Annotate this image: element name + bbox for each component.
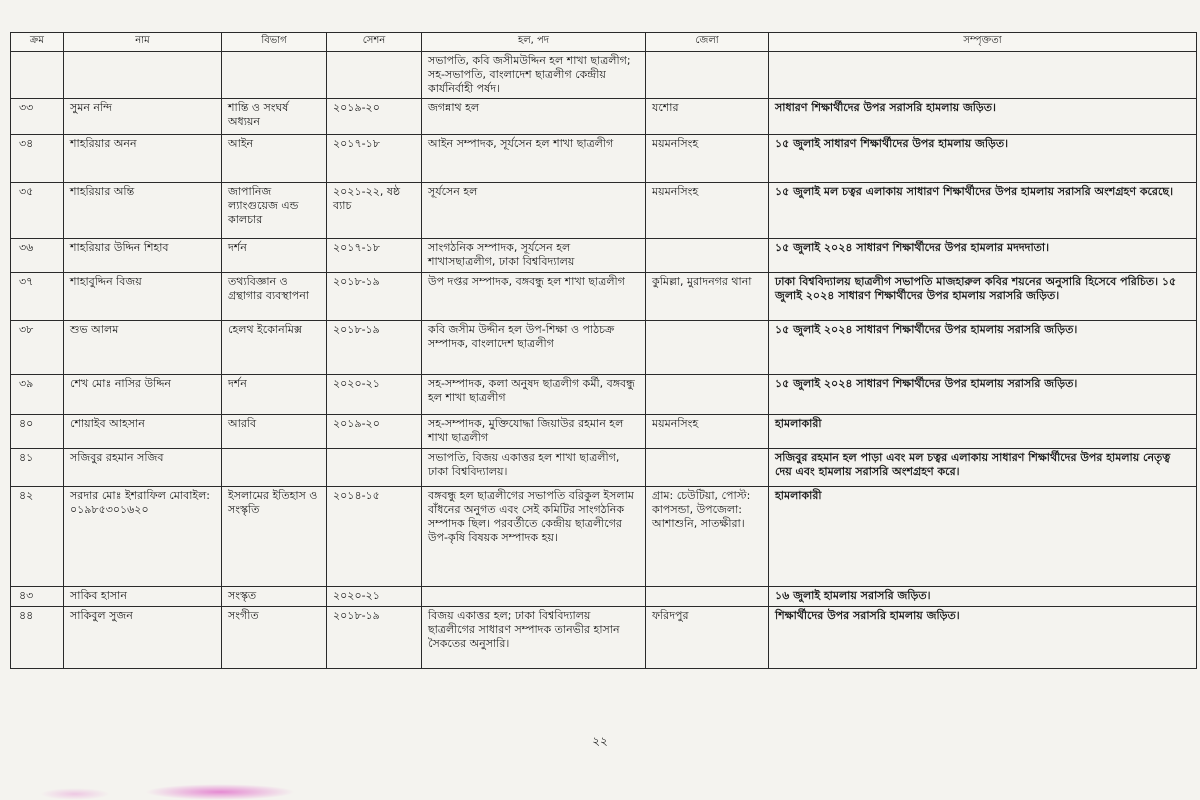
- cell-name: সজিবুর রহমান সজিব: [64, 449, 222, 487]
- cell-involvement: ১৫ জুলাই মল চত্বর এলাকায় সাধারণ শিক্ষার্থীদের উপর হামলায় সরাসরি অংশগ্রহণ করেছে।: [769, 183, 1197, 239]
- cell-district: [646, 239, 769, 273]
- cell-department: হেলথ ইকোনমিক্স: [222, 321, 327, 375]
- table-row: [11, 99, 1197, 135]
- cell-name: সাকিব হাসান: [64, 587, 222, 607]
- cell-hall-post: [422, 587, 646, 607]
- col-header-district: জেলা: [646, 33, 769, 52]
- accused-list-table: [10, 32, 1197, 669]
- table-row: [11, 607, 1197, 669]
- cell-serial: ৩৫: [11, 183, 64, 239]
- cell-hall-post: সাংগঠনিক সম্পাদক, সূর্যসেন হল শাখাসছাত্রলীগ, ঢাকা বিশ্ববিদ্যালয়: [422, 239, 646, 273]
- cell-district: [646, 375, 769, 415]
- cell-session: ২০১৭-১৮: [327, 239, 422, 273]
- cell-name: সরদার মোঃ ইশরাফিল মোবাইল: ০১৯৮৫৩০১৬২০: [64, 487, 222, 587]
- cell-session: [327, 52, 422, 99]
- cell-district: [646, 321, 769, 375]
- cell-involvement: হামলাকারী: [769, 415, 1197, 449]
- cell-district: ময়মনসিংহ: [646, 183, 769, 239]
- cell-session: ২০১৭-১৮: [327, 135, 422, 183]
- cell-serial: ৩৪: [11, 135, 64, 183]
- cell-department: শান্তি ও সংঘর্ষ অধ্যয়ন: [222, 99, 327, 135]
- cell-district: যশোর: [646, 99, 769, 135]
- cell-department: [222, 52, 327, 99]
- cell-serial: ৩৬: [11, 239, 64, 273]
- cell-session: [327, 449, 422, 487]
- cell-serial: [11, 52, 64, 99]
- table-row: [11, 135, 1197, 183]
- cell-name: সাকিবুল সুজন: [64, 607, 222, 669]
- cell-hall-post: সহ-সম্পাদক, মুক্তিযোদ্ধা জিয়াউর রহমান হল শাখা ছাত্রলীগ: [422, 415, 646, 449]
- cell-department: দর্শন: [222, 239, 327, 273]
- cell-involvement: ১৫ জুলাই ২০২৪ সাধারণ শিক্ষার্থীদের উপর হামলায় সরাসরি জড়িত।: [769, 375, 1197, 415]
- cell-district: ময়মনসিংহ: [646, 415, 769, 449]
- cell-hall-post: বঙ্গবন্ধু হল ছাত্রলীগের সভাপতি বরিকুল ইসলাম বাঁধনের অনুগত এবং সেই কমিটির সাংগঠনিক সম্পাদক ছিল। পরবর্তীতে কেন্দ্রীয় ছাত্রলীগের উপ-কৃষি বিষয়ক সম্পাদক হয়।: [422, 487, 646, 587]
- cell-serial: ৩৯: [11, 375, 64, 415]
- cell-department: জাপানিজ ল্যাংগুয়েজ এন্ড কালচার: [222, 183, 327, 239]
- cell-department: সংগীত: [222, 607, 327, 669]
- table-row: [11, 487, 1197, 587]
- document-sheet: [10, 32, 1196, 669]
- cell-district: ফরিদপুর: [646, 607, 769, 669]
- cell-session: ২০১৪-১৫: [327, 487, 422, 587]
- cell-name: শুভ আলম: [64, 321, 222, 375]
- cell-department: ইসলামের ইতিহাস ও সংস্কৃতি: [222, 487, 327, 587]
- table-row: [11, 321, 1197, 375]
- cell-serial: ৪৩: [11, 587, 64, 607]
- cell-hall-post: কবি জসীম উদ্দীন হল উপ-শিক্ষা ও পাঠচক্র সম্পাদক, বাংলাদেশ ছাত্রলীগ: [422, 321, 646, 375]
- cell-name: শাহরিয়ার অনন: [64, 135, 222, 183]
- table-row: [11, 449, 1197, 487]
- cell-hall-post: জগন্নাথ হল: [422, 99, 646, 135]
- cell-department: [222, 449, 327, 487]
- table-row: [11, 273, 1197, 321]
- cell-involvement: ১৫ জুলাই ২০২৪ সাধারণ শিক্ষার্থীদের উপর হামলায় সরাসরি জড়িত।: [769, 321, 1197, 375]
- cell-department: আরবি: [222, 415, 327, 449]
- cell-serial: ৩৩: [11, 99, 64, 135]
- table-row: [11, 415, 1197, 449]
- cell-session: ২০১৮-১৯: [327, 321, 422, 375]
- cell-session: ২০২০-২১: [327, 587, 422, 607]
- cell-district: গ্রাম: চেউটিয়া, পোস্ট: কাপসন্ডা, উপজেলা: আশাশুনি, সাতক্ষীরা।: [646, 487, 769, 587]
- cell-name: শাহাবুদ্দিন বিজয়: [64, 273, 222, 321]
- cell-session: ২০২১-২২, ষষ্ঠ ব্যাচ: [327, 183, 422, 239]
- cell-department: আইন: [222, 135, 327, 183]
- cell-hall-post: সভাপতি, কবি জসীমউদ্দিন হল শাখা ছাত্রলীগ; সহ-সভাপতি, বাংলাদেশ ছাত্রলীগ কেন্দ্রীয় কার্যনির্বাহী পর্ষদ।: [422, 52, 646, 99]
- cell-session: ২০১৯-২০: [327, 99, 422, 135]
- page-number: ২২: [592, 734, 608, 748]
- table-row: [11, 587, 1197, 607]
- cell-serial: ৪২: [11, 487, 64, 587]
- cell-hall-post: সূর্যসেন হল: [422, 183, 646, 239]
- cell-serial: ৪৪: [11, 607, 64, 669]
- cell-involvement: শিক্ষার্থীদের উপর সরাসরি হামলায় জড়িত।: [769, 607, 1197, 669]
- cell-name: [64, 52, 222, 99]
- cell-session: ২০২০-২১: [327, 375, 422, 415]
- cell-district: [646, 449, 769, 487]
- table-row: [11, 239, 1197, 273]
- cell-serial: ৩৮: [11, 321, 64, 375]
- ink-smudge: [40, 788, 110, 800]
- table-row: [11, 183, 1197, 239]
- cell-involvement: সজিবুর রহমান হল পাড়া এবং মল চত্বর এলাকায় সাধারণ শিক্ষার্থীদের উপর হামলায় নেতৃত্ব দেয় এবং হামলায় সরাসরি অংশগ্রহণ করে।: [769, 449, 1197, 487]
- cell-name: শোয়াইব আহসান: [64, 415, 222, 449]
- table-row: [11, 52, 1197, 99]
- cell-involvement: ১৫ জুলাই সাধারণ শিক্ষার্থীদের উপর হামলায় জড়িত।: [769, 135, 1197, 183]
- cell-district: [646, 52, 769, 99]
- cell-serial: ৪০: [11, 415, 64, 449]
- cell-involvement: ঢাকা বিশ্ববিদ্যালয় ছাত্রলীগ সভাপতি মাজহারুল কবির শয়নের অনুসারি হিসেবে পরিচিত। ১৫ জুলাই ২০২৪ সাধারণ শিক্ষার্থীদের উপর হামলায় সরাসরি জড়িত।: [769, 273, 1197, 321]
- ink-smudge: [145, 784, 295, 800]
- cell-district: [646, 587, 769, 607]
- cell-involvement: হামলাকারী: [769, 487, 1197, 587]
- cell-involvement: [769, 52, 1197, 99]
- cell-session: ২০১৯-২০: [327, 415, 422, 449]
- col-header-serial: ক্রম: [11, 33, 64, 52]
- cell-serial: ৩৭: [11, 273, 64, 321]
- cell-session: ২০১৮-১৯: [327, 607, 422, 669]
- cell-hall-post: সহ-সম্পাদক, কলা অনুষদ ছাত্রলীগ কর্মী, বঙ্গবন্ধু হল শাখা ছাত্রলীগ: [422, 375, 646, 415]
- cell-department: দর্শন: [222, 375, 327, 415]
- col-header-name: নাম: [64, 33, 222, 52]
- cell-involvement: ১৫ জুলাই ২০২৪ সাধারণ শিক্ষার্থীদের উপর হামলার মদদদাতা।: [769, 239, 1197, 273]
- cell-hall-post: আইন সম্পাদক, সূর্যসেন হল শাখা ছাত্রলীগ: [422, 135, 646, 183]
- col-header-involvement: সম্পৃক্ততা: [769, 33, 1197, 52]
- cell-name: শাহরিয়ার উদ্দিন শিহাব: [64, 239, 222, 273]
- cell-department: সংস্কৃত: [222, 587, 327, 607]
- col-header-hall-post: হল, পদ: [422, 33, 646, 52]
- cell-district: ময়মনসিংহ: [646, 135, 769, 183]
- table-header-row: [11, 33, 1197, 52]
- col-header-session: সেশন: [327, 33, 422, 52]
- cell-name: শেখ মোঃ নাসির উদ্দিন: [64, 375, 222, 415]
- table-row: [11, 375, 1197, 415]
- cell-involvement: সাধারণ শিক্ষার্থীদের উপর সরাসরি হামলায় জড়িত।: [769, 99, 1197, 135]
- cell-serial: ৪১: [11, 449, 64, 487]
- cell-hall-post: সভাপতি, বিজয় একাত্তর হল শাখা ছাত্রলীগ, ঢাকা বিশ্ববিদ্যালয়।: [422, 449, 646, 487]
- cell-name: শাহরিয়ার অন্তি: [64, 183, 222, 239]
- cell-session: ২০১৮-১৯: [327, 273, 422, 321]
- cell-hall-post: উপ দপ্তর সম্পাদক, বঙ্গবন্ধু হল শাখা ছাত্রলীগ: [422, 273, 646, 321]
- cell-involvement: ১৬ জুলাই হামলায় সরাসরি জড়িত।: [769, 587, 1197, 607]
- cell-name: সুমন নন্দি: [64, 99, 222, 135]
- col-header-department: বিভাগ: [222, 33, 327, 52]
- cell-hall-post: বিজয় একাত্তর হল; ঢাকা বিশ্ববিদ্যালয় ছাত্রলীগের সাধারণ সম্পাদক তানভীর হাসান সৈকতের অনুসারি।: [422, 607, 646, 669]
- cell-district: কুমিল্লা, মুরাদনগর থানা: [646, 273, 769, 321]
- cell-department: তথ্যবিজ্ঞান ও গ্রন্থাগার ব্যবস্থাপনা: [222, 273, 327, 321]
